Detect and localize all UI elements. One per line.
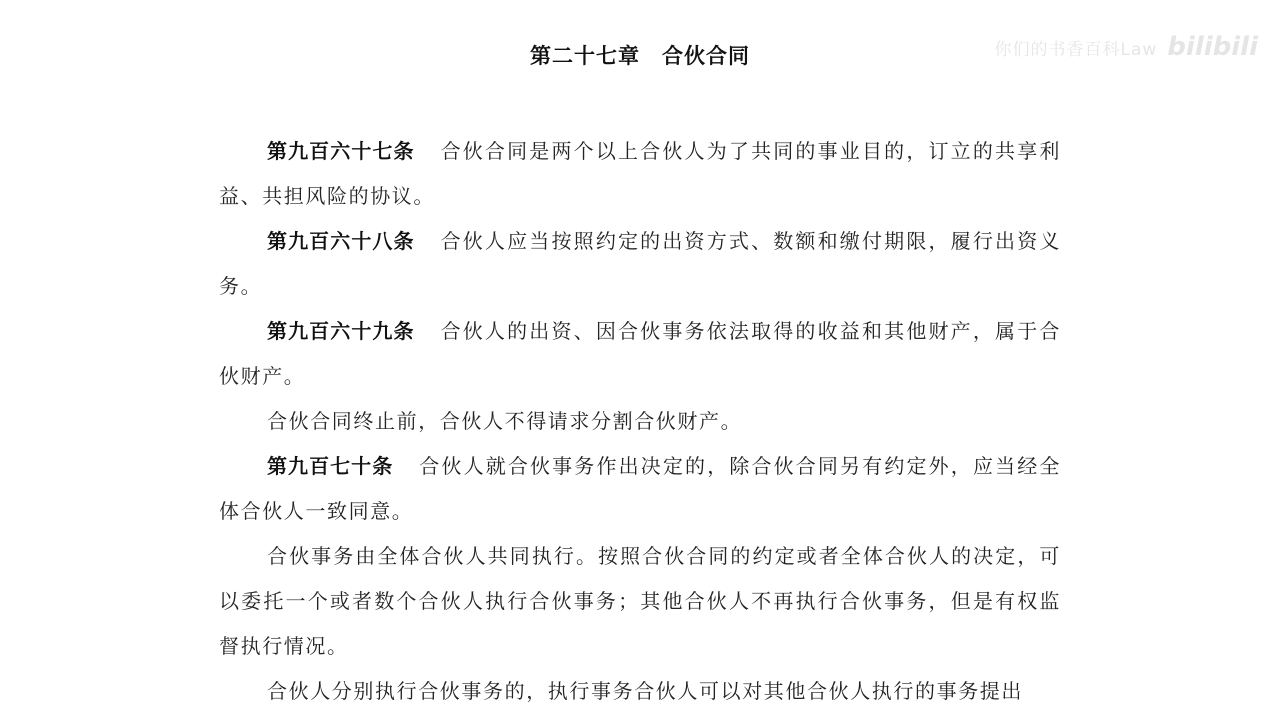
- article-text: 合伙合同是两个以上合伙人为了共同的事业目的，订立的共享利益、共担风险的协议。: [219, 139, 1061, 208]
- bilibili-logo-icon: bilibili: [1167, 32, 1258, 62]
- article-paragraph: [219, 444, 1061, 534]
- article-number: 第九百六十七条: [267, 139, 415, 163]
- watermark-text: 你们的书香百科Law: [994, 39, 1158, 60]
- article-number: 第九百六十八条: [267, 229, 415, 253]
- article-paragraph: [219, 309, 1061, 399]
- article-text: 合伙人就合伙事务作出决定的，除合伙合同另有约定外，应当经全体合伙人一致同意。: [219, 454, 1061, 523]
- article-text: 合伙事务由全体合伙人共同执行。按照合伙合同的约定或者全体合伙人的决定，可以委托一个或者数个合伙人执行合伙事务；其他合伙人不再执行合伙事务，但是有权监督执行情况。: [219, 544, 1061, 658]
- article-text: 合伙人的出资、因合伙事务依法取得的收益和其他财产，属于合伙财产。: [219, 319, 1061, 388]
- article-paragraph: [219, 129, 1061, 219]
- article-subparagraph: [219, 399, 1061, 444]
- chapter-title: 第二十七章 合伙合同: [530, 44, 750, 68]
- article-subparagraph: [219, 669, 1061, 714]
- article-subparagraph: [219, 534, 1061, 669]
- article-text: 合伙人应当按照约定的出资方式、数额和缴付期限，履行出资义务。: [219, 229, 1061, 298]
- article-text: 合伙合同终止前，合伙人不得请求分割合伙财产。: [267, 409, 743, 433]
- article-text: 合伙人分别执行合伙事务的，执行事务合伙人可以对其他合伙人执行的事务提出: [267, 679, 1023, 703]
- document-body: [219, 129, 1061, 714]
- article-number: 第九百七十条: [267, 454, 394, 478]
- article-paragraph: [219, 219, 1061, 309]
- article-number: 第九百六十九条: [267, 319, 415, 343]
